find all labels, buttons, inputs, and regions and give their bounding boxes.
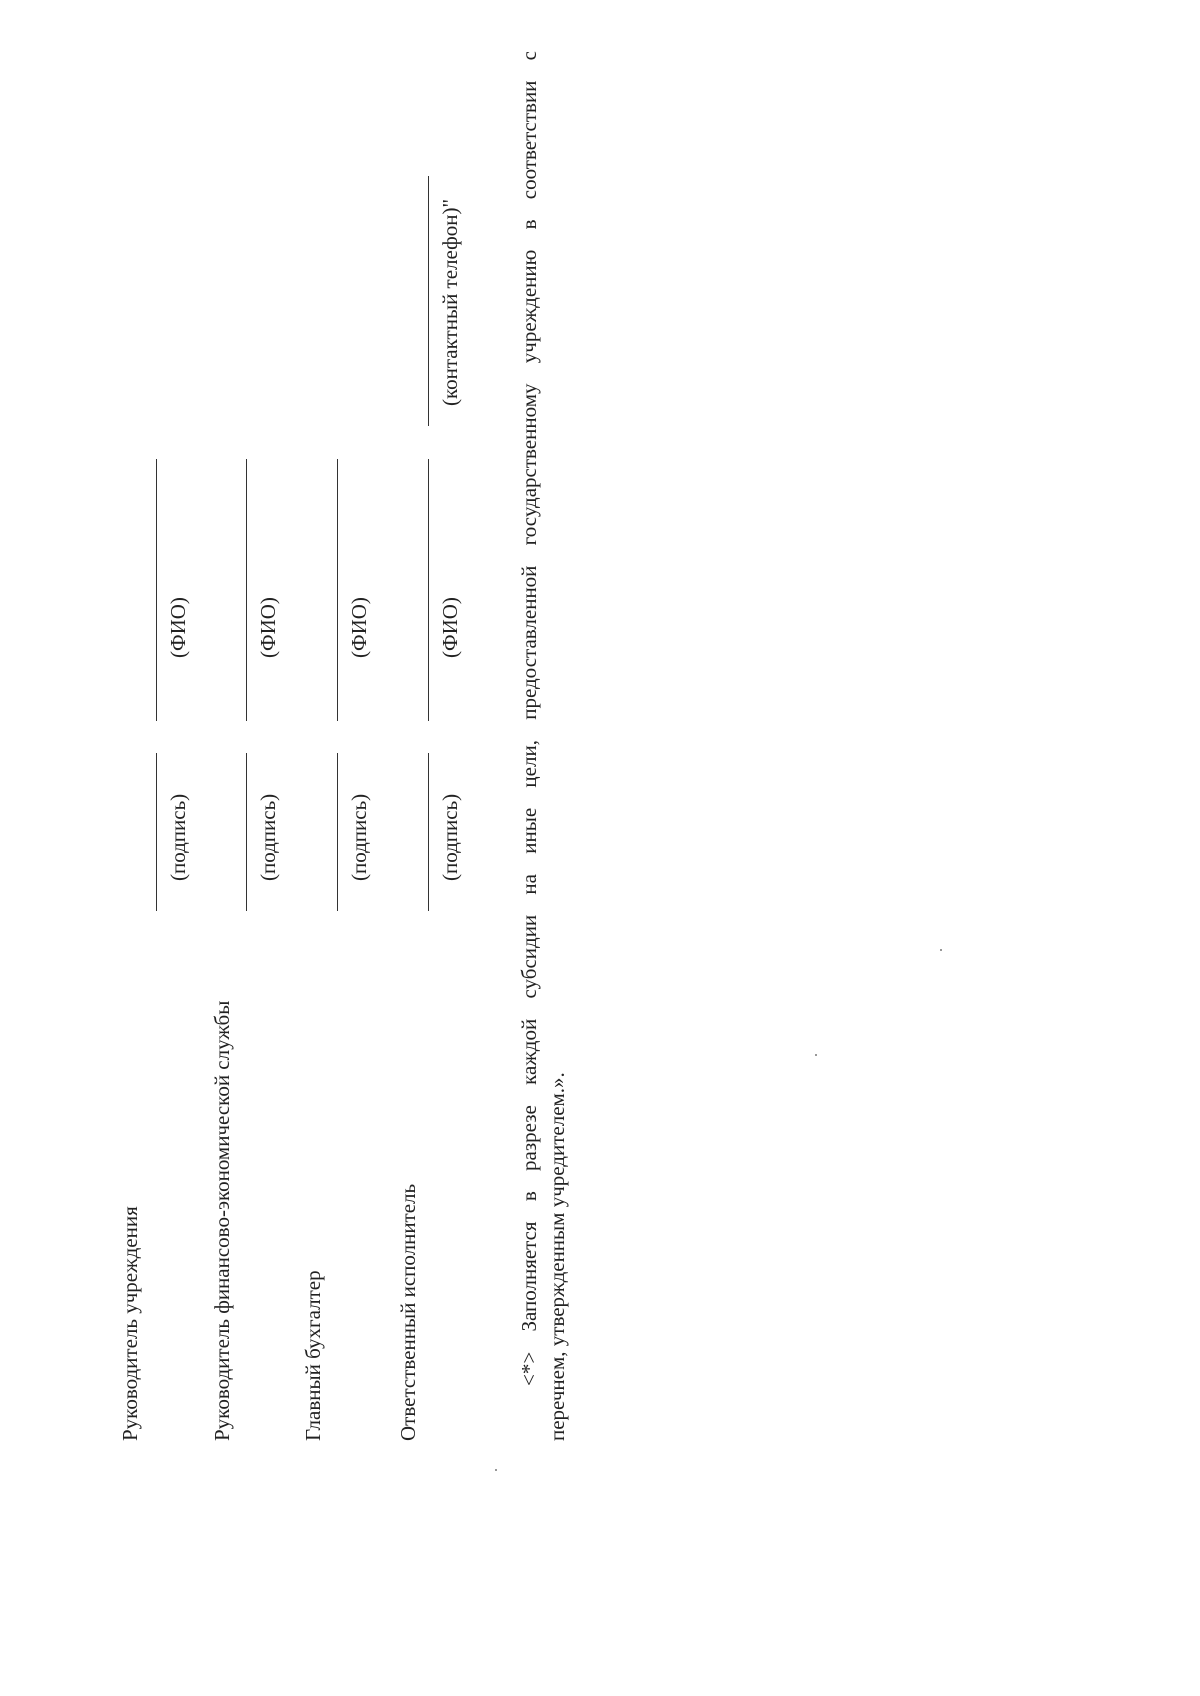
- signature-caption-executor: (подпись): [438, 793, 462, 881]
- name-line-finance: [246, 459, 247, 721]
- signature-caption-accountant: (подпись): [347, 793, 371, 881]
- name-line-executor: [428, 459, 429, 721]
- role-chief-accountant: Главный бухгалтер: [301, 1270, 325, 1441]
- name-caption-accountant: (ФИО): [347, 597, 371, 658]
- signature-line-finance: [246, 753, 247, 911]
- name-line-accountant: [337, 459, 338, 721]
- signature-caption-head: (подпись): [166, 793, 190, 881]
- scan-speck: [495, 1469, 497, 1471]
- footnote: [515, 51, 571, 1441]
- signature-line-head: [156, 753, 157, 911]
- signature-line-executor: [428, 753, 429, 911]
- role-executor: Ответственный исполнитель: [396, 1183, 420, 1441]
- footnote-line-2: перечнем, утвержденным учредителем.».: [545, 1072, 569, 1441]
- name-caption-head: (ФИО): [166, 597, 190, 658]
- scan-speck: [940, 949, 942, 951]
- name-caption-finance: (ФИО): [256, 597, 280, 658]
- footnote-line-1: <*> Заполняется в разрезе каждой субсидии на иные цели, предоставленной государственному учреждению в соответствии с: [517, 51, 541, 1386]
- name-caption-executor: (ФИО): [438, 597, 462, 658]
- signature-line-accountant: [337, 753, 338, 911]
- signature-caption-finance: (подпись): [256, 793, 280, 881]
- role-finance: Руководитель финансово-экономической службы: [210, 1000, 234, 1441]
- role-head: Руководитель учреждения: [118, 1206, 142, 1441]
- name-line-head: [156, 459, 157, 721]
- scan-speck: [815, 1054, 817, 1056]
- phone-line-executor: [428, 176, 429, 426]
- phone-caption-executor: (контактный телефон)": [438, 198, 462, 406]
